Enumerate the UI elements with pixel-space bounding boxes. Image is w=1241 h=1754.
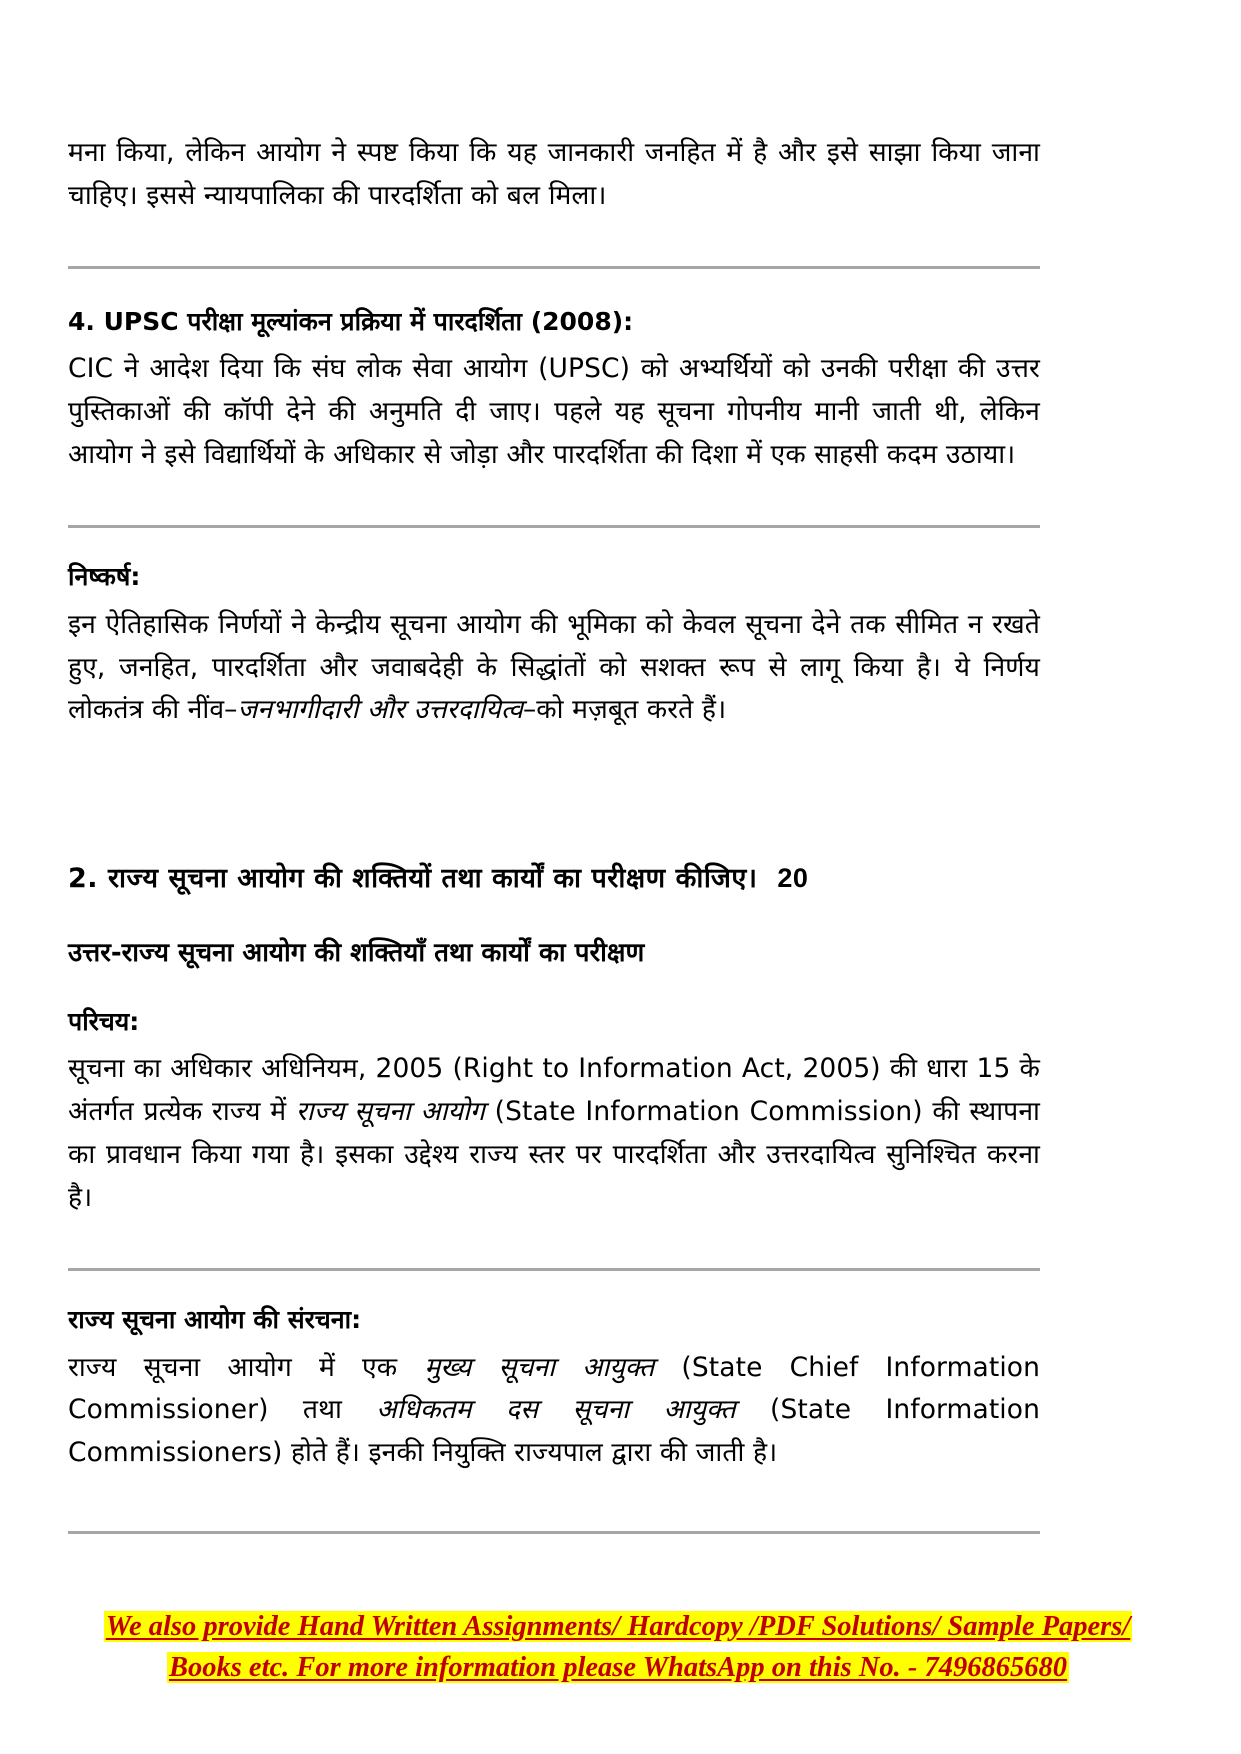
spacer: [68, 818, 1040, 858]
intro-heading: परिचय:: [68, 1006, 140, 1036]
intro-text-part1: सूचना का अधिकार अधिनियम, 2005 (Right to Information Act, 2005) की धारा 15 के अंतर्गत प्रत्येक राज्य में: [68, 1053, 1040, 1128]
conclusion-heading: निष्कर्ष:: [68, 562, 141, 592]
structure-emphasis-1: मुख्य सूचना आयुक्त: [424, 1351, 655, 1383]
intro-text-part2: (State Information Commission) की स्थापना का प्रावधान किया गया है। इसका उद्देश्य राज्य स्तर पर पारदर्शिता और उत्तरदायित्व सुनिश्चित करना है।: [68, 1096, 1041, 1214]
spacer: [68, 269, 1040, 303]
spacer: [68, 1475, 1040, 1531]
question-2-marks: 20: [777, 863, 809, 894]
intro-emphasis: राज्य सूचना आयोग: [295, 1096, 485, 1128]
structure-text-part3: (State Information Commissioners) होते हैं। इनकी नियुक्ति राज्यपाल द्वारा की जाती है।: [68, 1394, 1040, 1469]
section-divider: [68, 1531, 1040, 1534]
conclusion-emphasis: जनभागीदारी और उत्तरदायित्व: [237, 694, 523, 726]
promo-line-1: We also provide Hand Written Assignments/ Hardcopy /PDF Solutions/ Sample Papers/: [105, 1611, 1131, 1642]
promo-line-2: Books etc. For more information please WhatsApp on this No. - 7496865680: [168, 1652, 1068, 1684]
spacer: [68, 528, 1040, 558]
spacer: [68, 1220, 1040, 1268]
continued-paragraph: मना किया, लेकिन आयोग ने स्पष्ट किया कि यह जानकारी जनहित में है और इसे साझा किया जाना चाहिए। इससे न्यायपालिका की पारदर्शिता को बल मिला।: [68, 137, 1040, 211]
spacer: [68, 1040, 1040, 1048]
conclusion-text-part1: इन ऐतिहासिक निर्णयों ने केन्द्रीय सूचना आयोग की भूमिका को केवल सूचना देने तक सीमित न रखते हुए, जनहित, पारदर्शिता और जवाबदेही के सिद्धांतों को सशक्त रूप से लागू किया है। ये निर्णय लोकतंत्र की नींव–: [68, 608, 1040, 726]
spacer: [68, 596, 1040, 604]
intro-paragraph: [68, 1048, 1040, 1220]
spacer: [68, 900, 1040, 934]
question-2-answer-heading: उत्तर-राज्य सूचना आयोग की शक्तियाँ तथा कार्यों का परीक्षण: [68, 937, 645, 968]
promo-line-2-row: [68, 1647, 1168, 1688]
structure-text-part2: (State Chief Information Commissioner) तथा: [68, 1351, 1040, 1426]
spacer: [68, 1271, 1040, 1301]
spacer: [68, 1339, 1040, 1347]
conclusion-paragraph: [68, 604, 1040, 733]
conclusion-text-part2: –को मज़बूत करते हैं।: [522, 694, 727, 726]
upsc-section-paragraph: CIC ने आदेश दिया कि संघ लोक सेवा आयोग (UPSC) को अभ्यर्थियों को उनकी परीक्षा की उत्तर पुस्तिकाओं की कॉपी देने की अनुमति दी जाए। पहले यह सूचना गोपनीय मानी जाती थी, लेकिन आयोग ने इसे विद्यार्थियों के अधिकार से जोड़ा और पारदर्शिता की दिशा में एक साहसी कदम उठाया।: [68, 353, 1040, 471]
question-2-text: 2. राज्य सूचना आयोग की शक्तियों तथा कार्यों का परीक्षण कीजिए।: [68, 863, 758, 895]
structure-paragraph: [68, 1347, 1040, 1476]
structure-emphasis-2: अधिकतम दस सूचना आयुक्त: [376, 1394, 736, 1426]
structure-heading: राज्य सूचना आयोग की संरचना:: [68, 1305, 362, 1335]
question-2-heading: [68, 858, 1040, 900]
structure-text-part1: राज्य सूचना आयोग में एक: [68, 1351, 425, 1383]
spacer: [68, 340, 1040, 348]
page-content: [68, 132, 1040, 1534]
spacer: [68, 218, 1040, 266]
spacer: [68, 732, 1040, 818]
spacer: [68, 477, 1040, 525]
upsc-section-heading: 4. UPSC परीक्षा मूल्यांकन प्रक्रिया में पारदर्शिता (2008):: [68, 306, 634, 336]
promo-line-1-row: [68, 1606, 1168, 1647]
footer-promo-banner: [68, 1606, 1168, 1689]
spacer: [68, 973, 1040, 1003]
